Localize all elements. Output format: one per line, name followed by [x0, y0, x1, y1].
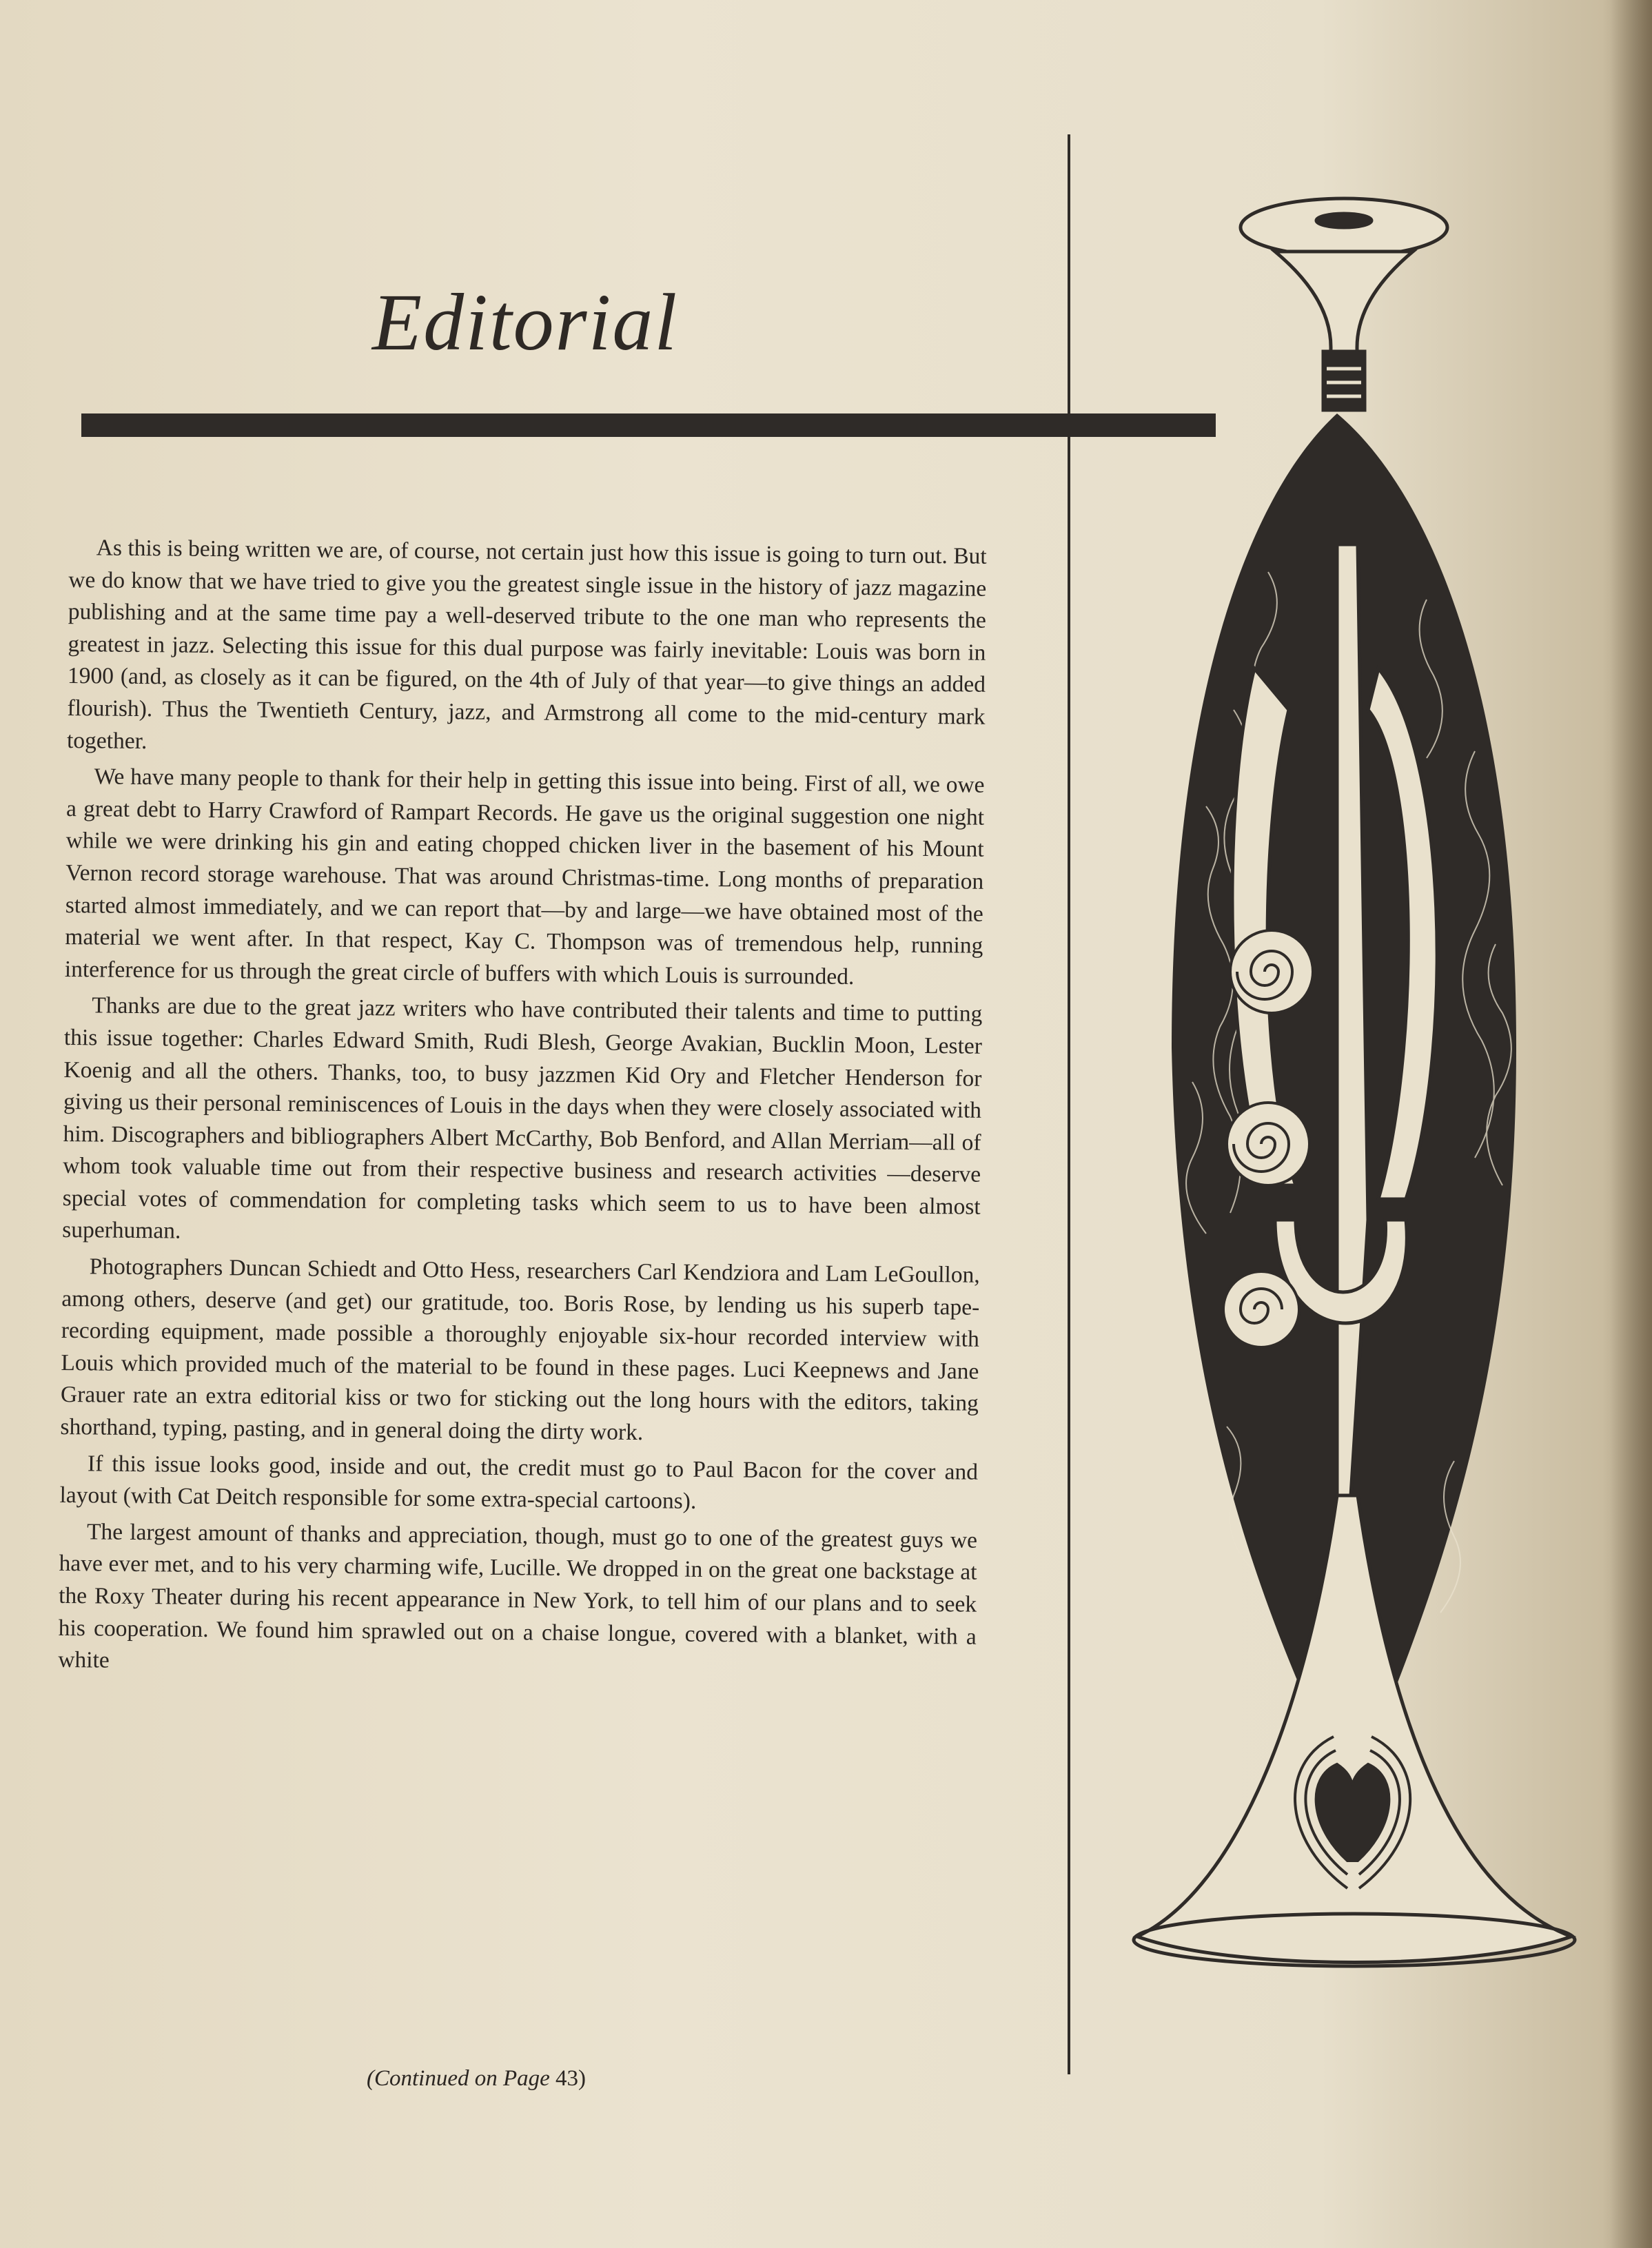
valve-1-icon: [1230, 930, 1313, 1013]
paragraph-4: Photographers Duncan Schiedt and Otto Hess, researchers Carl Kendziora and Lam LeGoullon, among others, deserve (and get) our gratitude, too. Boris Rose, by lending us his superb tape-recording equipment, made possible a thoroughly enjoyable six-hour recorded interview with Louis which provided much of the material to be found in these pages. Luci Keepnews and Jane Grauer rate an extra editorial kiss or two for sticking out the long hours with the editors, taking shorthand, typing, pasting, and in general doing the dirty work.: [60, 1254, 980, 1446]
column-divider: [1068, 134, 1070, 2074]
valve-3-icon: [1223, 1271, 1299, 1347]
title-rule: [81, 413, 1216, 437]
continued-label: (Continued on Page: [367, 2066, 550, 2091]
paragraph-6: The largest amount of thanks and appreciation, though, must go to one of the greatest guys we have ever met, and to his very charming wife, Lucille. We dropped in on the great one backstage at the Roxy Theater during his recent appearance in New York, to tell him of our plans and to seek his cooperation. We found him sprawled out on a chaise longue, covered with a blanket, with a white: [58, 1519, 978, 1673]
trumpet-illustration-icon: [1130, 186, 1599, 2019]
paragraph-2: We have many people to thank for their help in getting this issue into being. First of all, we owe a great debt to Harry Crawford of Rampart Records. He gave us the original suggestion one night while we were drinking his gin and eating chopped chicken liver in the basement of his Mount Vernon record storage warehouse. That was around Christmas-time. Long months of preparation started almost immediately, and we can report that—by and large—we have obtained most of the material we went after. In that respect, Kay C. Thompson was of tremendous help, running interference for us through the great circle of buffers with which Louis is surrounded.: [64, 764, 985, 990]
trumpet-bell: [1137, 1495, 1571, 1963]
page-edge-shadow: [1611, 0, 1652, 2248]
page-title: Editorial: [372, 277, 679, 367]
valve-2-icon: [1227, 1103, 1309, 1185]
continued-note: [367, 2066, 725, 2092]
mouthpiece-cup: [1275, 252, 1413, 358]
editorial-body: [58, 532, 987, 1689]
paragraph-3: Thanks are due to the great jazz writers who have contributed their talents and time to putting this issue together: Charles Edward Smith, Rudi Blesh, George Avakian, Bucklin Moon, Lester Koenig and all the others. Thanks, too, to busy jazzmen Kid Ory and Fletcher Henderson for giving us their personal reminiscences of Louis in the days when they were closely associated with him. Discographers and bibliographers Albert McCarthy, Bob Benford, and Allan Merriam—all of whom took valuable time out from their respective business and research activities —deserve special votes of commendation for completing tasks which seem to us to have been almost superhuman.: [62, 992, 983, 1245]
paragraph-1: As this is being written we are, of course, not certain just how this issue is going to turn out. But we do know that we have tried to give you the greatest single issue in the history of jazz magazine publishing and at the same time pay a well-deserved tribute to the one man who represents the greatest in jazz. Selecting this issue for this dual purpose was fairly inevitable: Louis was born in 1900 (and, as closely as it can be figured, on the 4th of July of that year—to give things an added flourish). Thus the Twentieth Century, jazz, and Armstrong all come to the mid-century mark together.: [66, 535, 987, 754]
continued-page: 43): [555, 2066, 587, 2091]
paragraph-5: If this issue looks good, inside and out, the credit must go to Paul Bacon for the cover and layout (with Cat Deitch responsible for some extra-special cartoons).: [59, 1450, 979, 1515]
